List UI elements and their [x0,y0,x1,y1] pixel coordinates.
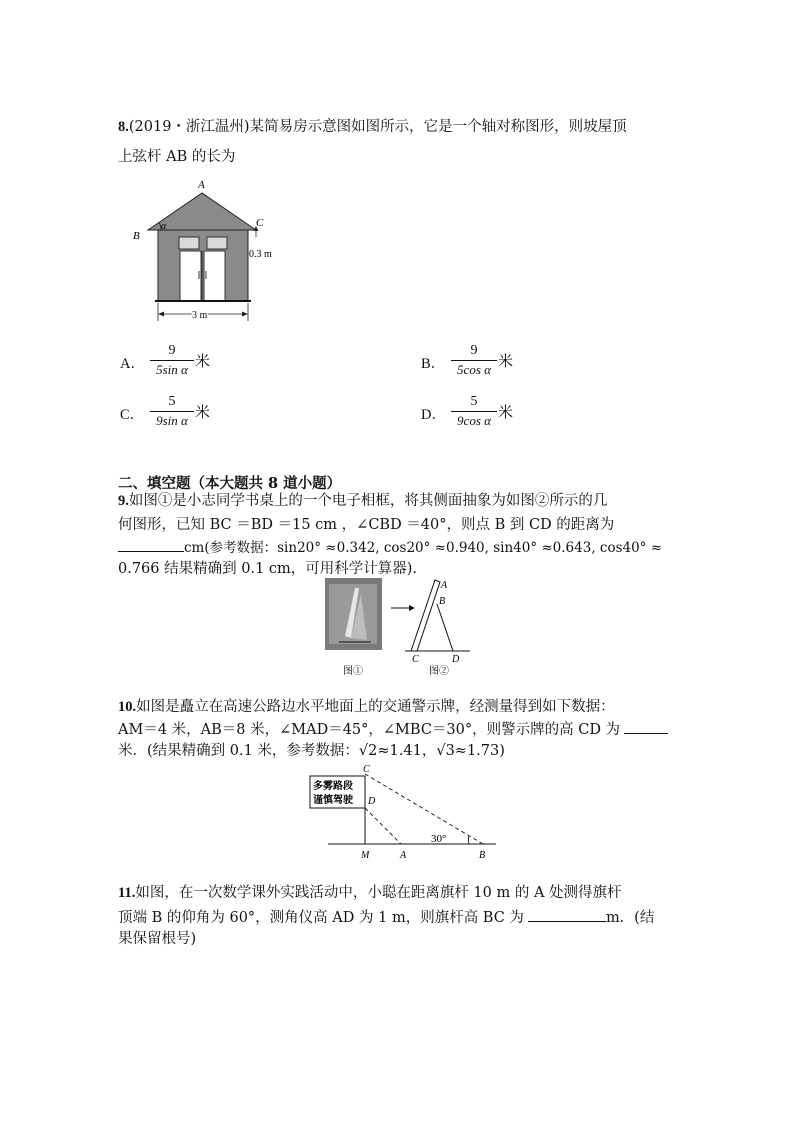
house-wall [158,227,248,301]
q9-line3: cm(参考数据：sin20° ≈0.342, cos20° ≈0.940, sin40° ≈0.643, cos40° ≈ [118,536,662,559]
q8-number: 8. [118,119,129,135]
q9-line1: 9.如图①是小志同学书桌上的一个电子相框，将其侧面抽象为如图②所示的几 [118,493,608,509]
sign-text-1: 多雾路段 [313,781,353,792]
option-c-fraction[interactable]: 5 9sin α [150,394,194,429]
q11-number: 11. [118,885,136,901]
q8-line2 [118,146,235,168]
q9-line2: 何图形，已知 BC ＝BD ＝15 cm ，∠CBD ＝40°，则点 B 到 CD 的距离为 [118,517,615,533]
section-heading: 二、填空题（本大题共 8 道小题） [118,475,342,492]
house-door-right [204,251,225,301]
q10-line2: AM＝4 米，AB＝8 米，∠MAD＝45°，∠MBC＝30°，则警示牌的高 CD 为 [118,718,668,741]
label-A: A [198,179,205,191]
q9-line4: 0.766 结果精确到 0.1 cm，可用科学计算器). [118,561,418,577]
sign-text-2: 谨慎驾驶 [313,795,353,806]
option-b-letter[interactable]: B． [421,356,446,372]
option-b-fraction[interactable]: 9 5cos α [451,343,497,378]
q10-line3: 米．(结果精确到 0.1 米，参考数据：√2≈1.41，√3≈1.73) [118,743,505,759]
q10-answer-blank[interactable] [624,718,668,734]
q9-number: 9. [118,493,129,509]
option-a-letter[interactable]: A． [120,356,145,372]
fig2-caption: 图② [429,666,449,677]
q10-label-B: B [479,850,486,861]
q8-text-line1: (2019・浙江温州)某简易房示意图如图所示，它是一个轴对称图形，则坡屋顶 [128,119,627,135]
q9-answer-blank[interactable] [118,536,184,552]
q10-label-C: C [363,764,370,775]
arrow-right-icon [409,605,415,611]
fig1-caption: 图① [343,666,363,677]
option-b-unit: 米 [498,352,514,370]
photo-frame-figure [325,576,475,678]
q10-line1: 10.如图是矗立在高速公路边水平地面上的交通警示牌，经测量得到如下数据： [118,699,615,715]
road-sign-figure [313,762,498,862]
angle-30: 30° [431,833,447,845]
q9-label-A: A [441,580,448,591]
q11-line2: 顶端 B 的仰角为 60°，测角仪高 AD 为 1 m，则旗杆高 BC 为 m．(结 [118,906,654,929]
q8-line1 [118,116,627,138]
option-a-unit: 米 [195,352,211,370]
label-C: C [256,217,264,229]
q10-label-A: A [400,850,407,861]
q10-number: 10. [118,699,137,715]
option-d-fraction[interactable]: 5 9cos α [451,394,497,429]
label-alpha: α [161,221,167,232]
q11-answer-blank[interactable] [528,906,606,922]
option-c-unit: 米 [195,403,211,421]
q10-label-D: D [368,796,376,807]
label-width: 3 m [192,310,208,321]
q9-label-D: D [452,654,460,665]
q11-line3: 果保留根号) [118,931,197,947]
q11-line1: 11.如图，在一次数学课外实践活动中，小聪在距离旗杆 10 m 的 A 处测得旗杆 [118,885,622,901]
option-d-unit: 米 [498,403,514,421]
house-figure [125,175,285,325]
option-c-letter[interactable]: C． [120,407,145,423]
q9-label-C: C [412,654,419,665]
option-a-fraction[interactable]: 9 5sin α [150,343,194,378]
q9-label-B: B [439,596,446,607]
label-height: 0.3 m [249,249,272,260]
option-d-letter[interactable]: D． [421,407,446,423]
q10-label-M: M [361,850,370,861]
label-B: B [133,230,140,242]
house-door-left [180,251,201,301]
q8-text-line2: 上弦杆 AB 的长为 [118,149,236,165]
